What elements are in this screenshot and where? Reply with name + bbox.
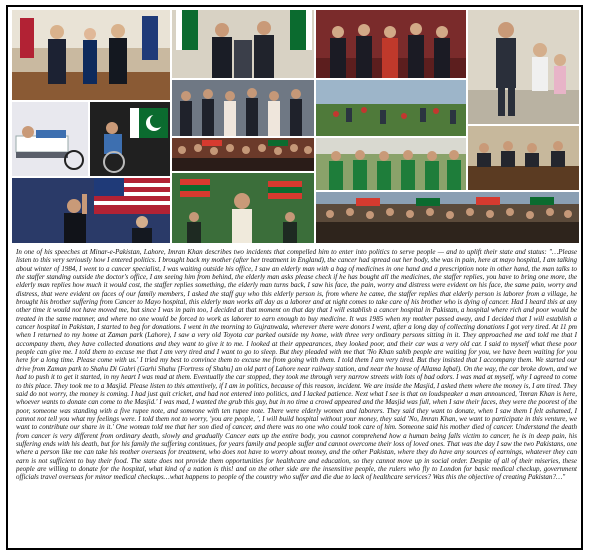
photo-rally-crowd-wide — [316, 192, 579, 243]
photo-speech-podium — [12, 178, 170, 243]
caption-text: In one of his speeches at Minar-e-Pakistan, Lahore, Imran Khan describes two incidents that compelled him to enter into politics to serve people — and to uplift their state and status: "…Please listen to this very seriously how I entered politics. I brought back my mother (after her treatment in England), the cancer had spread out her body, she was in pain, here at mayo hospital, I am talking about winter of 1984, I went to a cancer specialist, I was waiting outside his office, I saw an elderly man with a bag of medicines in one hand and a prescription note in other hand, the man talks to the staffer standing outside the doctor's office, I am seeing him from behind, the elderly man asks please check if he has bought all the medicines, the staffer replies, you have to bring one more, the elderly man replies how much it would cost, the staffer replies something, the elderly man turns back, I saw his face, the pain, worry and distress were evident on his face, the same pain, worry and distress, that were evident on faces of our family members, I asked the staff guy who this elderly person is, from where he came, the staffer replies that elderly person is laborer from a village, he brought his brother suffering from Cancer to Mayo hospital, this elderly man works all day as a laborer and at night comes to take care of his brother who is dying of cancer. Had I heard this at any other time it would not have moved me, but since I was in pain too, I decided at that moment on that day that I will establish a cancer hospital in Pakistan, a hospital where rich and poor would be treated in the same manner, and where no one would be forced to work as laborer to earn enough to buy medicine. It was 1985 when my mother passed away, and I decided that I will establish a cancer hospital in Pakistan, I started to beg for donations. I went in the morning to Gujranwala, wherever there were donors I went, after a long day of collecting donations I got very tired. At 11 pm when I returned to my home at Zaman park (Lahore), I saw a very old Toyota car parked outside my home, with three very ordinary persons sitting in it. They approached me and told me that I accompany them, they have collected donations and they want to give it to me. I looked at their appearances, they looked poor, and their car was a very old car. I said to myself what these poor people can give me. I told them to excuse me that I am very tired and I want to go to sleep. But they pleaded with me that 'No Khan sahib people are waiting for you, we have been waiting for you here for a long time. Please come with us.' I tried my best to convince them to excuse me from going with them. I told them I am very tired. But they insisted that I accompany them. We started our drive from Zaman park to Shahu Di Gahri (Garhi Shahu [Fortress of Shahu] an old part of Lahore near railway station, and near the house of Allama Iqbal). On the way, the car broke down, and we had to push it to get it started, in my heart I was mad at them. Eventually the car stopped, they took me through very narrow streets with lots of bad odors. I was mad at myself, why I agreed to come to this place. They took me to a Masjid. Please listen to this attentively, if I am in politics, because of this reason, incident. We are inside the Masjid, I asked them where the money is, I am tired. They said do not worry, the money is coming. I had just quit cricket, and had not entered into politics, and I lacked patience. Next what I see is that on loudspeaker a man announced, 'Imran Khan is here, whoever wants to donate can come to the Masjid.' I was mad, I wanted the grub this guy, but in no time a crowd appeared and the Masjid was full, when I saw their faces, they were the poorest of the poor, someone was standing with a five rupee note, and someone with ten rupee note. There were elderly women and laborers. They said they want to donate, when I saw them I felt ashamed, I cannot not tell you what my feelings were. I told them not to worry, 'you are people, ', I will build hospital without your money, they said 'No, Imran Khan, we want to participate in this venture, we want to contribute our share in it.' One woman told me that her son died of cancer, and there was no one who could took care of him. Someone said his mother died of cancer. Understand the death from cancer is very different from ordinary death, slowly and gradually Cancer eats up the entire body, you cannot comprehend how a human being falls victim to cancer, he is in deep pain, his suffering ends with his death, but for his family the suffering continues, for years family and people suffer and cannot overcome their loss of loved ones. That was the day I saw the two Pakistans, one where a person like me can take his mother overseas for treatment, who does not have to worry about money, and the other Pakistan, where they do have any sources of earnings, whatever they can earn is not sufficient to buy their food. The state does not provide them opportunities for healthcare and education, so they cannot move up in social order. Despite of all of their miseries, these people are willing to donate for the hospital, what kind of a nation is this! and on the other side are the insensitive people, the rulers who fly to London for basic medical checkup, government officials travel overseas for minor medical checkups…what happens to people of the country who suffer and die due to lack of healthcare services? Was this the objective of creating Pakistan?…" — [16, 248, 577, 482]
photo-collage — [12, 10, 579, 243]
photo-officials-table — [468, 126, 579, 190]
photo-hospital-bed — [12, 102, 88, 176]
photo-white-house — [12, 10, 170, 100]
photo-flags-meeting — [172, 10, 314, 78]
photo-wheelchair-flag — [90, 102, 170, 176]
figure-caption — [16, 248, 577, 548]
figure-frame — [6, 5, 583, 550]
photo-crowd-officials — [316, 10, 466, 78]
photo-rally-stage — [172, 80, 314, 136]
photo-crowd-field — [316, 80, 466, 136]
photo-cricket-team — [316, 138, 466, 190]
photo-family-walk — [468, 10, 579, 124]
photo-street-protest — [172, 138, 314, 171]
photo-flags-street — [172, 173, 314, 243]
